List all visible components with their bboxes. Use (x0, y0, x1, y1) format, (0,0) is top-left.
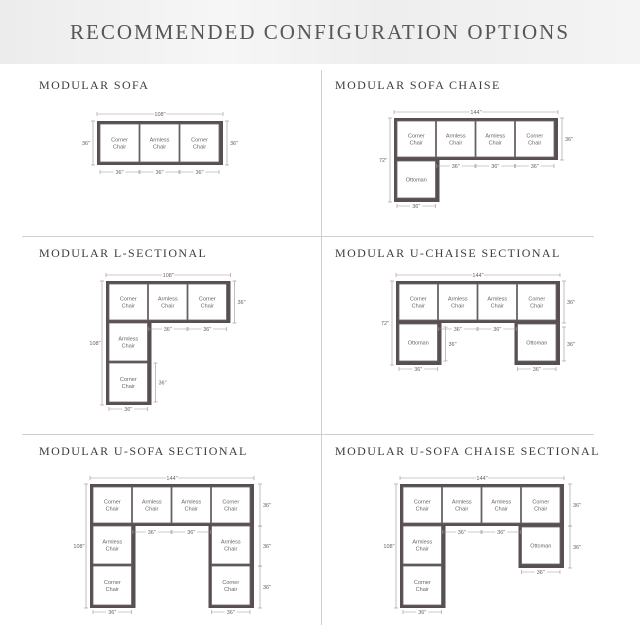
module-label: Corner (407, 133, 425, 140)
module-label: Chair (415, 546, 429, 553)
module-label: Ottoman (530, 543, 552, 550)
dimension-label: 36" (453, 327, 462, 333)
page-title: RECOMMENDED CONFIGURATION OPTIONS (69, 19, 571, 44)
dimension-label: 144" (472, 273, 484, 279)
dimension-label: 36" (229, 141, 239, 147)
section-title-u-sofa-sectional: MODULAR U-SOFA SECTIONAL (39, 444, 248, 458)
module-label: Chair (121, 303, 135, 310)
dimension-label: 36" (124, 407, 133, 413)
dimension-label: 36" (155, 170, 164, 176)
section-title-u-chaise-sectional: MODULAR U-CHAISE SECTIONAL (335, 246, 561, 260)
module-label: Chair (409, 140, 423, 147)
module-label: Ottoman (405, 177, 427, 184)
dimension-label: 36" (536, 570, 545, 576)
dimension-label: 36" (564, 137, 574, 143)
module-label: Ottoman (526, 340, 548, 347)
module-label: Chair (105, 587, 119, 593)
dimension-label: 36" (457, 530, 466, 536)
module-label: Chair (121, 343, 135, 350)
dimension-label: 36" (530, 164, 539, 170)
dimension-label: 36" (195, 170, 204, 176)
dimension-label: 144" (470, 110, 482, 116)
module-label: Corner (119, 296, 137, 303)
dimension-label: 36" (262, 503, 272, 509)
diagram-modular-sofa (82, 111, 238, 176)
section-title-l-sectional: MODULAR L-SECTIONAL (39, 246, 208, 260)
diagram-modular-sofa-chaise (379, 109, 573, 210)
dimension-label: 36" (412, 204, 421, 210)
module-label: Chair (105, 546, 119, 553)
module-label: Chair (528, 140, 542, 147)
module-label: Chair (451, 303, 465, 310)
module-label: Chair (192, 144, 207, 151)
module-label: Armless (141, 499, 162, 506)
dimension-label: 144" (476, 476, 488, 482)
module-label: Corner (111, 137, 128, 144)
dimension-label: 36" (414, 367, 423, 373)
dimension-label: 36" (147, 530, 156, 536)
module-label: Chair (161, 303, 175, 310)
dimension-label: 36" (262, 585, 272, 591)
module-label: Chair (534, 506, 548, 513)
module-label: Corner (222, 499, 240, 506)
module-label: Chair (224, 506, 238, 513)
module-label: Chair (152, 144, 167, 151)
module-label: Corner (526, 133, 544, 140)
dimension-label: 36" (158, 380, 167, 387)
dimension-label: 36" (493, 327, 502, 333)
dimension-label: 36" (418, 610, 427, 616)
module-label: Chair (105, 506, 119, 513)
module-label: Ottoman (407, 340, 429, 347)
module-label: Chair (494, 506, 508, 513)
module-label: Corner (532, 499, 550, 506)
dimension-label: 36" (237, 300, 246, 306)
module-label: Armless (447, 296, 468, 303)
module-label: Corner (528, 296, 546, 303)
dimension-label: 36" (572, 503, 582, 509)
module-label: Armless (149, 137, 170, 144)
dimension-label: 108" (73, 544, 85, 550)
module-label: Corner (191, 137, 208, 144)
diagram-modular-u-sofa-chaise-sectional (383, 475, 581, 616)
module-label: Corner (119, 377, 137, 383)
module-label: Chair (488, 140, 502, 147)
dimension-label: 36" (262, 544, 272, 550)
diagram-modular-u-chaise-sectional (381, 272, 575, 373)
module-label: Armless (157, 296, 178, 303)
module-label: Chair (411, 303, 425, 310)
module-label: Corner (409, 296, 427, 303)
module-label: Chair (184, 506, 198, 513)
dimension-label: 72" (378, 158, 388, 164)
module-label: Corner (413, 580, 431, 586)
module-label: Armless (487, 296, 508, 303)
module-label: Chair (200, 303, 214, 310)
dimension-label: 36" (532, 367, 541, 373)
module-label: Armless (412, 539, 433, 546)
module-label: Corner (222, 580, 240, 586)
dimension-label: 108" (89, 341, 101, 347)
dimension-label: 36" (448, 342, 457, 348)
dimension-label: 36" (566, 342, 576, 348)
module-label: Chair (121, 384, 135, 390)
dimension-label: 36" (572, 545, 582, 551)
module-label: Chair (415, 587, 429, 593)
module-label: Armless (451, 499, 472, 506)
module-label: Chair (415, 506, 429, 513)
dimension-label: 36" (187, 530, 196, 536)
dimension-label: 36" (81, 141, 91, 147)
module-label: Armless (491, 499, 512, 506)
dimension-label: 36" (491, 164, 500, 170)
module-label: Corner (103, 580, 121, 586)
dimension-label: 36" (203, 327, 212, 333)
dimension-label: 108" (162, 273, 174, 279)
module-label: Chair (530, 303, 544, 310)
dimension-label: 36" (108, 610, 117, 616)
section-title-u-sofa-chaise-sectional: MODULAR U-SOFA CHAISE SECTIONAL (335, 444, 600, 458)
module-label: Armless (445, 133, 466, 140)
dimension-label: 72" (380, 321, 390, 327)
module-label: Armless (485, 133, 506, 140)
module-label: Corner (413, 499, 431, 506)
section-title-sofa-chaise: MODULAR SOFA CHAISE (335, 78, 501, 92)
module-label: Armless (181, 499, 202, 506)
module-label: Chair (455, 506, 469, 513)
module-label: Armless (220, 539, 241, 546)
dimension-label: 144" (166, 476, 178, 482)
module-label: Corner (198, 296, 216, 303)
diagram-modular-u-sofa-sectional (73, 475, 271, 616)
section-title-sofa: MODULAR SOFA (39, 78, 150, 92)
module-label: Chair (224, 587, 238, 593)
module-label: Chair (490, 303, 504, 310)
dimension-label: 36" (451, 164, 460, 170)
module-label: Chair (145, 506, 159, 513)
module-label: Armless (118, 336, 139, 343)
dimension-label: 36" (497, 530, 506, 536)
diagram-modular-l-sectional (89, 272, 245, 413)
dimension-label: 108" (383, 544, 395, 550)
module-label: Chair (449, 140, 463, 147)
dimension-label: 36" (163, 327, 172, 333)
dimension-label: 36" (566, 300, 576, 306)
dimension-label: 36" (226, 610, 235, 616)
dimension-label: 108" (154, 112, 166, 118)
module-label: Corner (103, 499, 121, 506)
dimension-label: 36" (115, 170, 124, 176)
module-label: Chair (224, 546, 238, 553)
module-label: Chair (112, 144, 127, 151)
module-label: Armless (102, 539, 123, 546)
